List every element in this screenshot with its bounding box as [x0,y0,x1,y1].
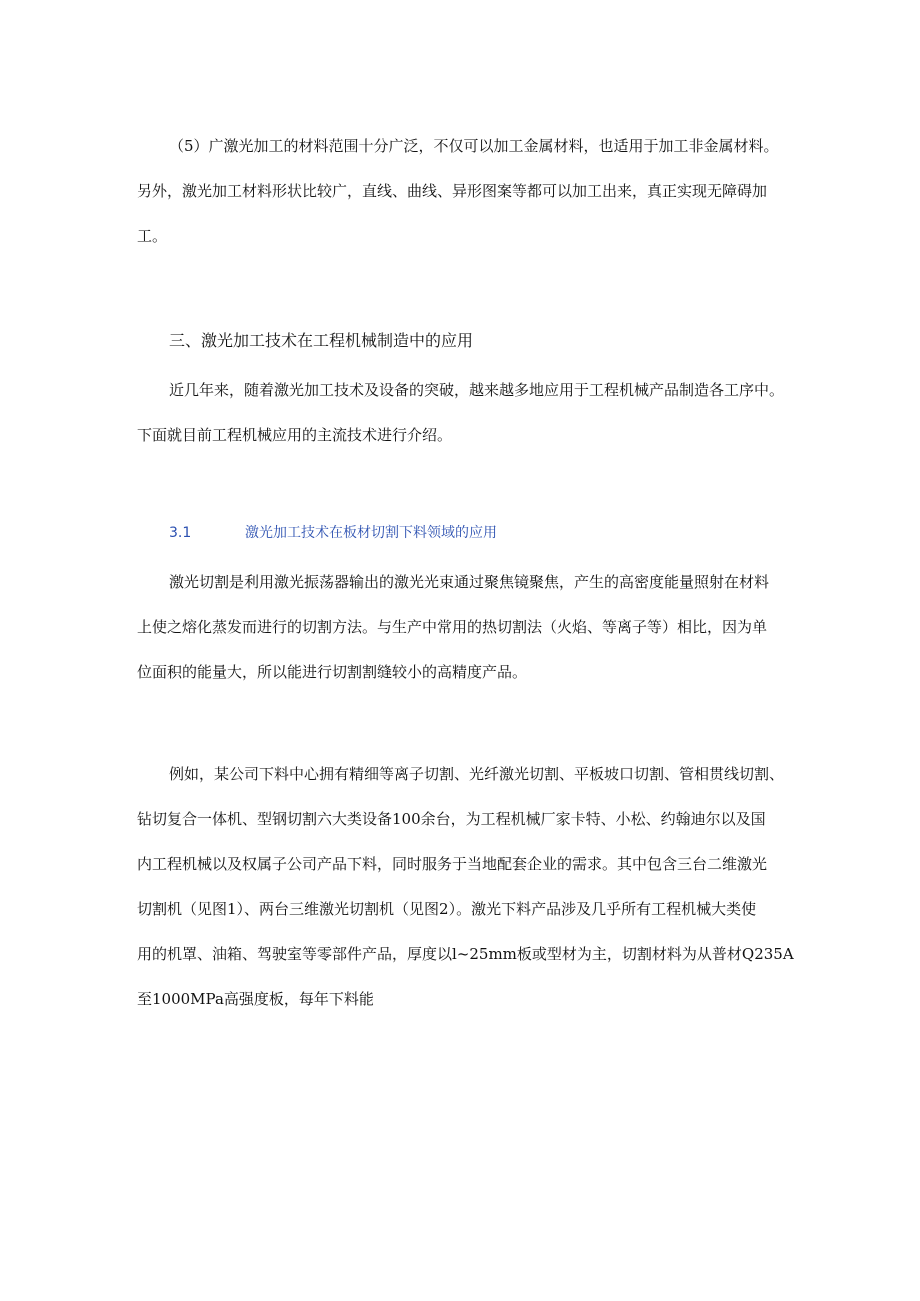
text-line: 工。 [137,227,168,245]
paragraph-laser-cutting [137,560,797,695]
text-line: 例如，某公司下料中心拥有精细等离子切割、光纤激光切割、平板坡口切割、管相贯线切割、 [169,765,785,783]
text-line: 位面积的能量大，所以能进行切割割缝较小的高精度产品。 [137,663,528,681]
paragraph-material-range [137,124,797,259]
text-line: 钻切复合一体机、型钢切割六大类设备100余台，为工程机械厂家卡特、小松、约翰迪尔以及国 [137,810,766,828]
subsection-title: 激光加工技术在板材切割下料领域的应用 [245,525,497,541]
text-line: 切割机（见图1）、两台三维激光切割机（见图2）。激光下料产品涉及几乎所有工程机械大类使 [137,900,757,918]
text-line: 激光切割是利用激光振荡器输出的激光光束通过聚焦镜聚焦，产生的高密度能量照射在材料 [169,573,770,591]
text-line: （5）广激光加工的材料范围十分广泛，不仅可以加工金属材料，也适用于加工非金属材料。 [169,137,779,155]
text-line: 内工程机械以及权属子公司产品下料，同时服务于当地配套企业的需求。其中包含三台二维激光 [137,855,768,873]
subsection-heading [169,516,497,550]
text-line: 下面就目前工程机械应用的主流技术进行介绍。 [137,426,453,444]
subsection-number: 3.1 [169,525,192,541]
paragraph-example [137,752,797,1022]
text-line: 用的机罩、油箱、驾驶室等零部件产品，厚度以l~25mm板或型材为主，切割材料为从普材Q235A [137,945,794,963]
text-line: 近几年来，随着激光加工技术及设备的突破，越来越多地应用于工程机械产品制造各工序中。 [169,381,785,399]
paragraph-intro [137,368,797,458]
text-line: 另外，激光加工材料形状比较广，直线、曲线、异形图案等都可以加工出来，真正实现无障碍加 [137,182,768,200]
text-line: 至1000MPa高强度板，每年下料能 [137,990,374,1008]
section-heading: 三、激光加工技术在工程机械制造中的应用 [169,331,474,350]
text-line: 上使之熔化蒸发而进行的切割方法。与生产中常用的热切割法（火焰、等离子等）相比，因为单 [137,618,768,636]
